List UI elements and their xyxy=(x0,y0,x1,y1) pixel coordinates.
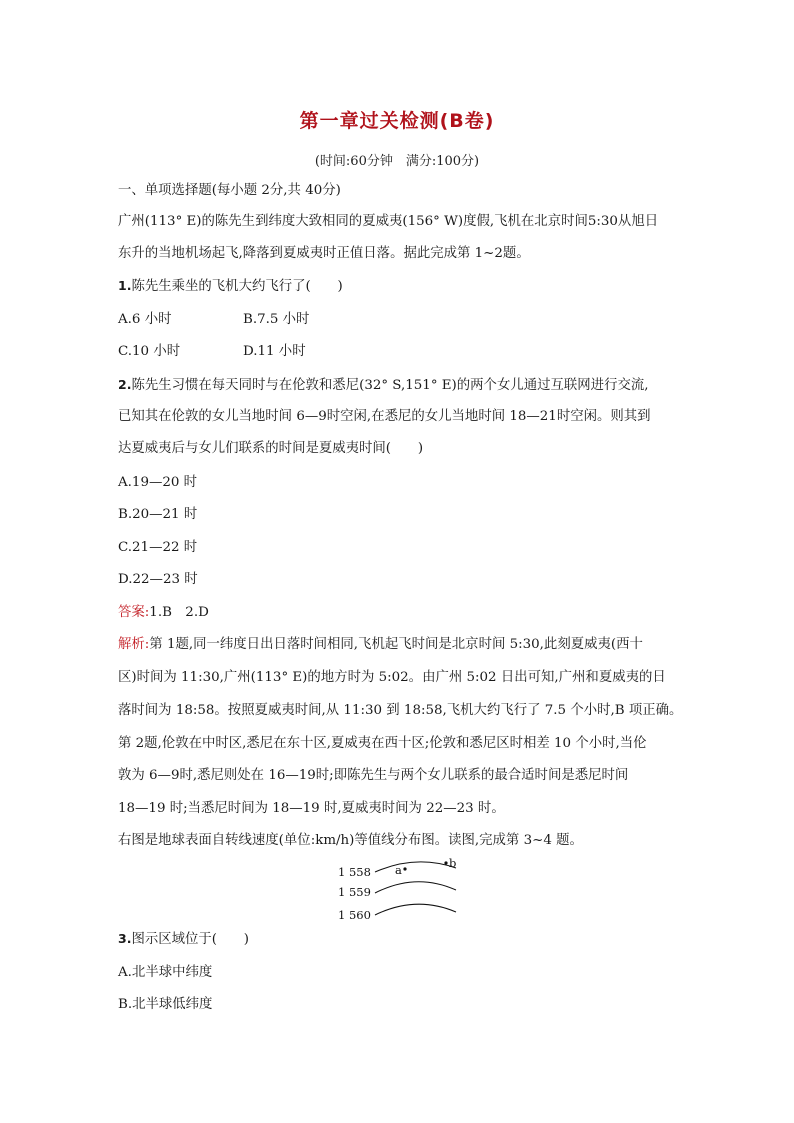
answer-text: 1.B 2.D xyxy=(149,605,209,620)
analysis-line-1 xyxy=(118,636,688,654)
question-stem: 陈先生乘坐的飞机大约飞行了( ) xyxy=(131,279,343,294)
analysis-line-5: 敦为 6—9时,悉尼则处在 16—19时;即陈先生与两个女儿联系的最合适时间是悉尼时间 xyxy=(118,768,629,783)
isoline-1559 xyxy=(375,882,456,893)
q1-options-row-2 xyxy=(118,343,688,361)
q1-options-row-1 xyxy=(118,311,688,329)
question-stem-line-2: 已知其在伦敦的女儿当地时间 6—9时空闲,在悉尼的女儿当地时间 18—21时空闲。则其到 xyxy=(118,409,651,424)
question-2 xyxy=(118,376,688,395)
q2-option-c[interactable]: C.21—22 时 xyxy=(118,540,198,555)
question-3 xyxy=(118,930,688,949)
q2-option-b[interactable]: B.20—21 时 xyxy=(118,507,198,522)
question-number: 1. xyxy=(118,278,132,293)
isoline-1558 xyxy=(375,862,456,872)
isoline-label-1560: 1 560 xyxy=(338,908,371,922)
q1-option-c[interactable]: C.10 小时 xyxy=(118,344,181,359)
q3-option-a[interactable]: A.北半球中纬度 xyxy=(118,965,213,980)
isoline-diagram xyxy=(330,855,470,925)
q1-option-a[interactable]: A.6 小时 xyxy=(118,312,172,327)
q2-option-d[interactable]: D.22—23 时 xyxy=(118,572,198,587)
question-stem-line-3: 达夏威夷后与女儿们联系的时间是夏威夷时间( ) xyxy=(118,441,424,456)
q1-option-b[interactable]: B.7.5 小时 xyxy=(243,312,310,327)
isoline-figure xyxy=(330,855,470,925)
point-a-marker xyxy=(403,867,406,870)
q1-option-d[interactable]: D.11 小时 xyxy=(243,344,306,359)
point-a-label: a xyxy=(395,863,402,877)
exam-info: (时间:60分钟 满分:100分) xyxy=(314,154,480,169)
isoline-label-1558: 1 558 xyxy=(338,865,371,879)
analysis-text: 第 1题,同一纬度日出日落时间相同,飞机起飞时间是北京时间 5:30,此刻夏威夷(西十 xyxy=(149,637,643,652)
analysis-line-6: 18—19 时;当悉尼时间为 18—19 时,夏威夷时间为 22—23 时。 xyxy=(118,801,505,816)
analysis-label: 解析: xyxy=(118,637,150,652)
question-number: 2. xyxy=(118,377,132,392)
question-1 xyxy=(118,277,688,296)
intro-line-1: 广州(113° E)的陈先生到纬度大致相同的夏威夷(156° W)度假,飞机在北京时间5:30从旭日 xyxy=(118,214,659,229)
analysis-line-4: 第 2题,伦敦在中时区,悉尼在东十区,夏威夷在西十区;伦敦和悉尼区时相差 10 个小时,当伦 xyxy=(118,736,647,751)
point-b-label: b xyxy=(449,856,457,870)
page-title: 第一章过关检测(B卷) xyxy=(299,110,495,132)
q2-option-a[interactable]: A.19—20 时 xyxy=(118,475,198,490)
question-number: 3. xyxy=(118,931,132,946)
isoline-1560 xyxy=(375,904,456,915)
section-heading: 一、单项选择题(每小题 2分,共 40分) xyxy=(118,183,341,198)
answer-line xyxy=(118,604,688,622)
intro-line-2: 东升的当地机场起飞,降落到夏威夷时正值日落。据此完成第 1~2题。 xyxy=(118,246,530,261)
analysis-line-3: 落时间为 18:58。按照夏威夷时间,从 11:30 到 18:58,飞机大约飞行了 7.5 个小时,B 项正确。 xyxy=(118,703,683,718)
point-b-marker xyxy=(444,861,447,864)
answer-label: 答案: xyxy=(118,605,150,620)
question-stem-line-1: 陈先生习惯在每天同时与在伦敦和悉尼(32° S,151° E)的两个女儿通过互联网进行交流, xyxy=(131,378,649,393)
question-stem: 图示区域位于( ) xyxy=(131,932,250,947)
intro-2: 右图是地球表面自转线速度(单位:km/h)等值线分布图。读图,完成第 3~4 题。 xyxy=(118,833,583,848)
q3-option-b[interactable]: B.北半球低纬度 xyxy=(118,997,213,1012)
analysis-line-2: 区)时间为 11:30,广州(113° E)的地方时为 5:02。由广州 5:02 日出可知,广州和夏威夷的日 xyxy=(118,670,666,685)
isoline-label-1559: 1 559 xyxy=(338,885,371,899)
